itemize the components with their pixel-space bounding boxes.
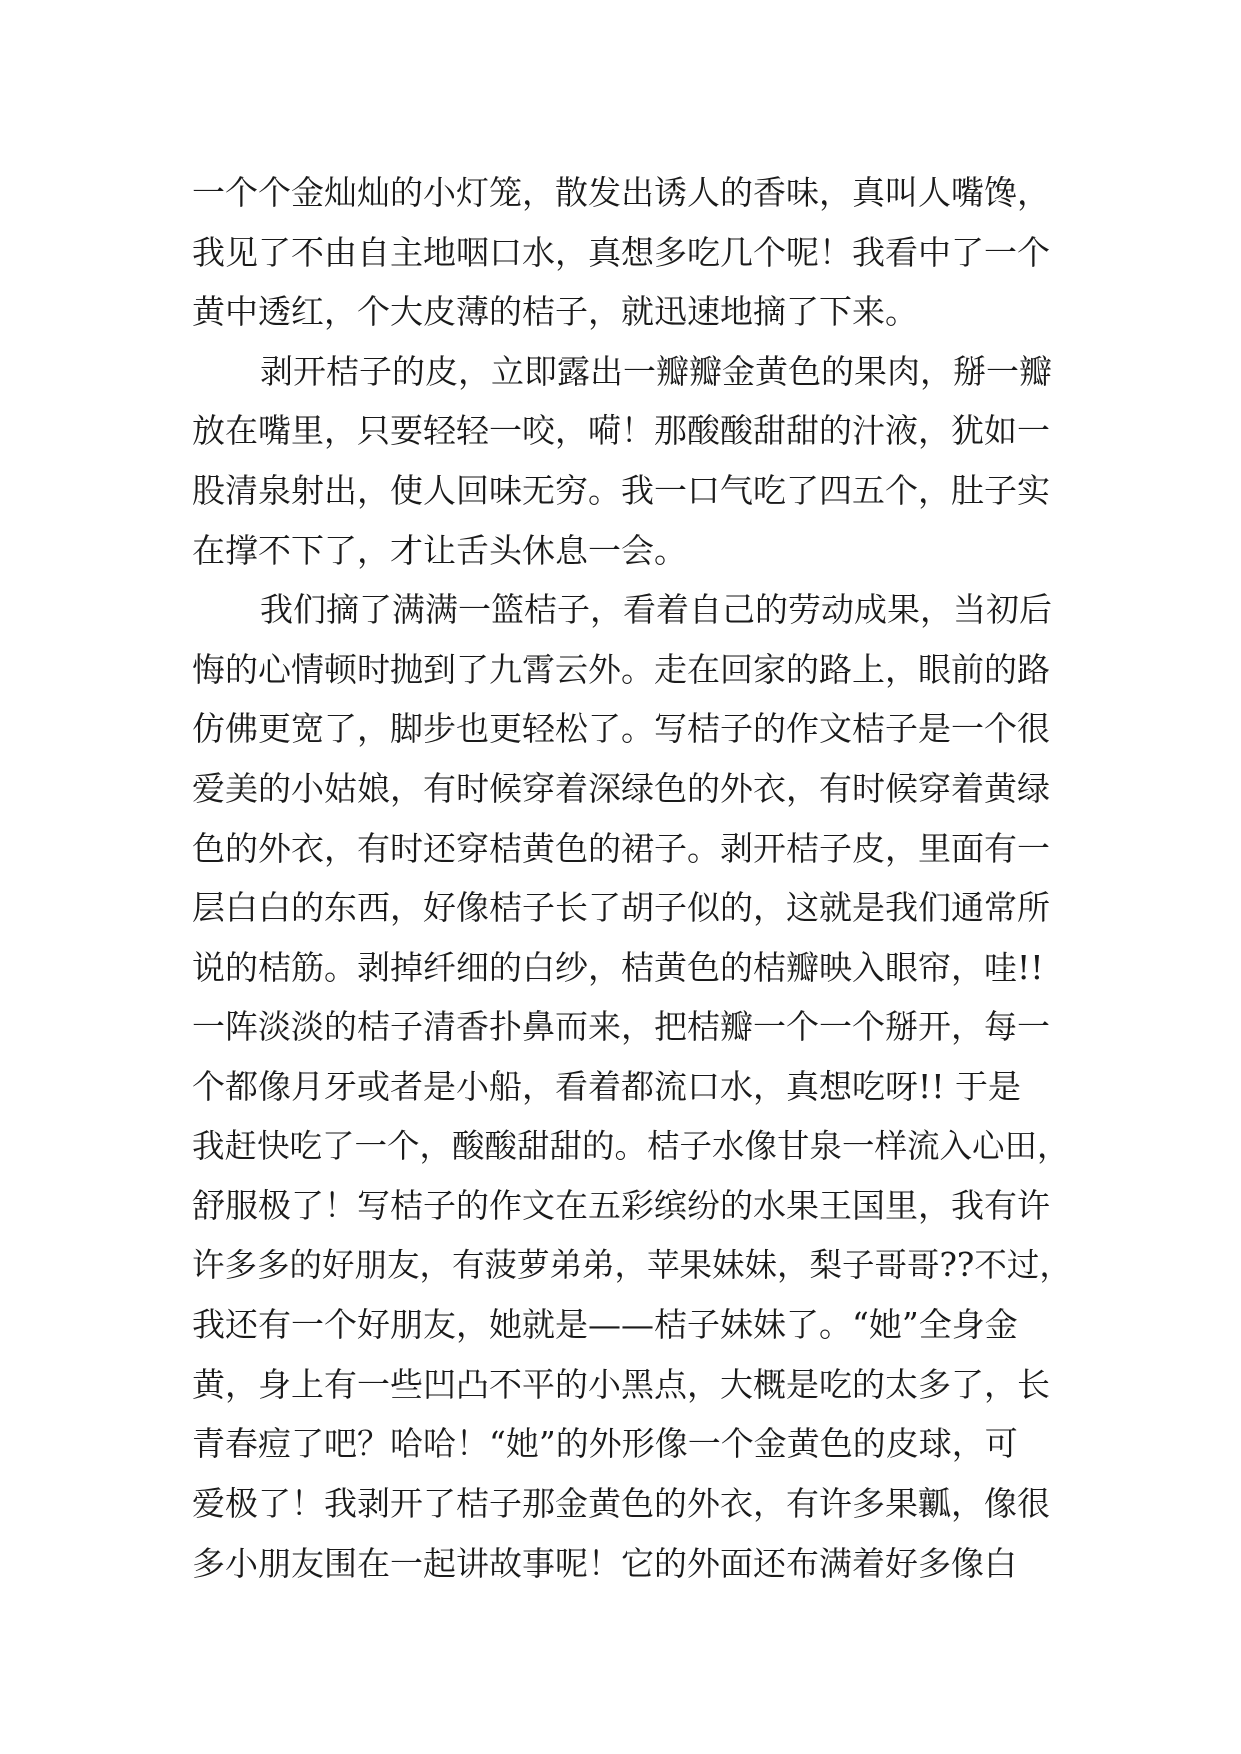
- paragraph-first-line: 我们摘了满满一篮桔子，看着自己的劳动成果，当初后: [260, 590, 1052, 630]
- text-line: 股清泉射出，使人回味无穷。我一口气吃了四五个，肚子实: [192, 470, 1050, 510]
- text-line: 我见了不由自主地咽口水，真想多吃几个呢！我看中了一个: [192, 232, 1050, 272]
- text-line: 个都像月牙或者是小船，看着都流口水，真想吃呀!! 于是: [192, 1066, 1022, 1106]
- text-line: 一阵淡淡的桔子清香扑鼻而来，把桔瓣一个一个掰开，每一: [192, 1007, 1050, 1047]
- text-line: 悔的心情顿时抛到了九霄云外。走在回家的路上，眼前的路: [192, 649, 1050, 689]
- text-line: 我赶快吃了一个，酸酸甜甜的。桔子水像甘泉一样流入心田，: [192, 1126, 1070, 1165]
- body-text: [192, 163, 1072, 1593]
- text-line: 在撑不下了，才让舌头休息一会。: [192, 530, 687, 570]
- text-line: 层白白的东西，好像桔子长了胡子似的，这就是我们通常所: [192, 888, 1050, 928]
- text-line: 黄，身上有一些凹凸不平的小黑点，大概是吃的太多了，长: [192, 1364, 1050, 1404]
- paragraph-first-line: 剥开桔子的皮，立即露出一瓣瓣金黄色的果肉，掰一瓣: [260, 351, 1052, 391]
- text-line: 许多多的好朋友，有菠萝弟弟，苹果妹妹，梨子哥哥??不过，: [192, 1245, 1072, 1284]
- text-line: 一个个金灿灿的小灯笼，散发出诱人的香味，真叫人嘴馋，: [192, 173, 1050, 212]
- text-line: 黄中透红，个大皮薄的桔子，就迅速地摘了下来。: [192, 292, 918, 332]
- text-line: 色的外衣，有时还穿桔黄色的裙子。剥开桔子皮，里面有一: [192, 828, 1050, 868]
- text-line: 爱美的小姑娘，有时候穿着深绿色的外衣，有时候穿着黄绿: [192, 768, 1050, 808]
- text-line: 我还有一个好朋友，她就是——桔子妹妹了。“她”全身金: [192, 1305, 1018, 1345]
- text-line: 多小朋友围在一起讲故事呢！它的外面还布满着好多像白: [192, 1543, 1017, 1583]
- text-line: 爱极了！我剥开了桔子那金黄色的外衣，有许多果瓤，像很: [192, 1484, 1050, 1524]
- text-line: 舒服极了！写桔子的作文在五彩缤纷的水果王国里，我有许: [192, 1186, 1050, 1226]
- text-line: 放在嘴里，只要轻轻一咬，嗬！那酸酸甜甜的汁液，犹如一: [192, 411, 1050, 451]
- text-line: 说的桔筋。剥掉纤细的白纱，桔黄色的桔瓣映入眼帘，哇!!: [192, 947, 1044, 987]
- text-line: 仿佛更宽了，脚步也更轻松了。写桔子的作文桔子是一个很: [192, 709, 1050, 749]
- text-line: 青春痘了吧？哈哈！“她”的外形像一个金黄色的皮球，可: [192, 1424, 1018, 1464]
